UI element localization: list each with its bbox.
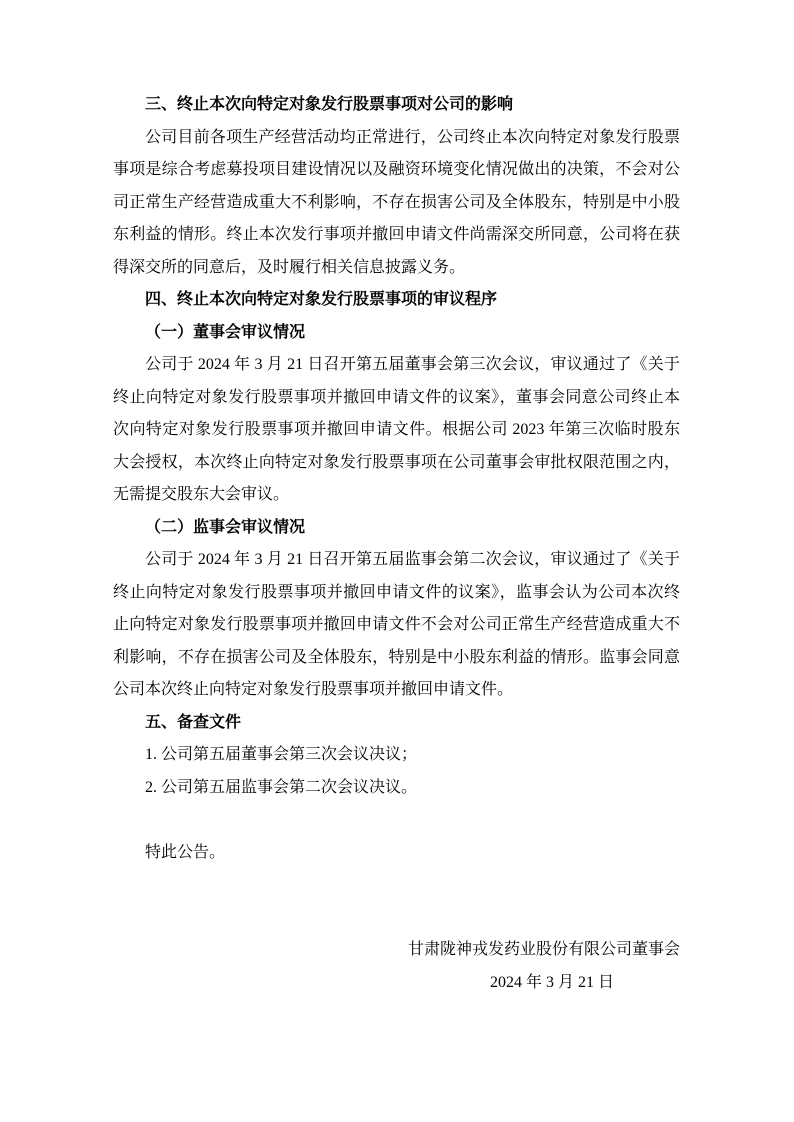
closing-statement: 特此公告。 xyxy=(145,843,226,861)
board-review-subheading: （一）董事会审议情况 xyxy=(145,323,306,341)
section-reference-heading: 五、备查文件 xyxy=(145,713,242,731)
signature-date: 2024 年 3 月 21 日 xyxy=(489,973,614,991)
board-review-paragraph: 公司于 2024 年 3 月 21 日召开第五届董事会第三次会议，审议通过了《关于终止向特定对象发行股票事项并撤回申请文件的议案》，董事会同意公司终止本次向特定对象发行股票事项并撤回申请文件。根据公司 2023 年第三次临时股东大会授权，本次终止向特定对象发行股票事项在公司董事会审批权限范围之内，无需提交股东大会审议。 xyxy=(113,356,680,503)
section-impact-paragraph: 公司目前各项生产经营活动均正常进行，公司终止本次向特定对象发行股票事项是综合考虑募投项目建设情况以及融资环境变化情况做出的决策，不会对公司正常生产经营造成重大不利影响，不存在损害公司及全体股东，特别是中小股东利益的情形。终止本次发行事项并撤回申请文件尚需深交所同意，公司将在获得深交所的同意后，及时履行相关信息披露义务。 xyxy=(113,128,680,276)
section-impact-heading: 三、终止本次向特定对象发行股票事项对公司的影响 xyxy=(145,96,514,113)
signature-company: 甘肃陇神戎发药业股份有限公司董事会 xyxy=(407,941,680,958)
supervisory-review-paragraph: 公司于 2024 年 3 月 21 日召开第五届监事会第二次会议，审议通过了《关于终止向特定对象发行股票事项并撤回申请文件的议案》，监事会认为公司本次终止向特定对象发行股票事项并撤回申请文件不会对公司正常生产经营造成重大不利影响，不存在损害公司及全体股东，特别是中小股东利益的情形。监事会同意公司本次终止向特定对象发行股票事项并撤回申请文件。 xyxy=(113,551,680,698)
reference-document-item-1: 1. 公司第五届董事会第三次会议决议； xyxy=(145,746,418,763)
supervisory-review-subheading: （二）监事会审议情况 xyxy=(145,518,306,536)
reference-document-item-2: 2. 公司第五届监事会第二次会议决议。 xyxy=(145,778,418,796)
section-procedure-heading: 四、终止本次向特定对象发行股票事项的审议程序 xyxy=(145,291,498,308)
